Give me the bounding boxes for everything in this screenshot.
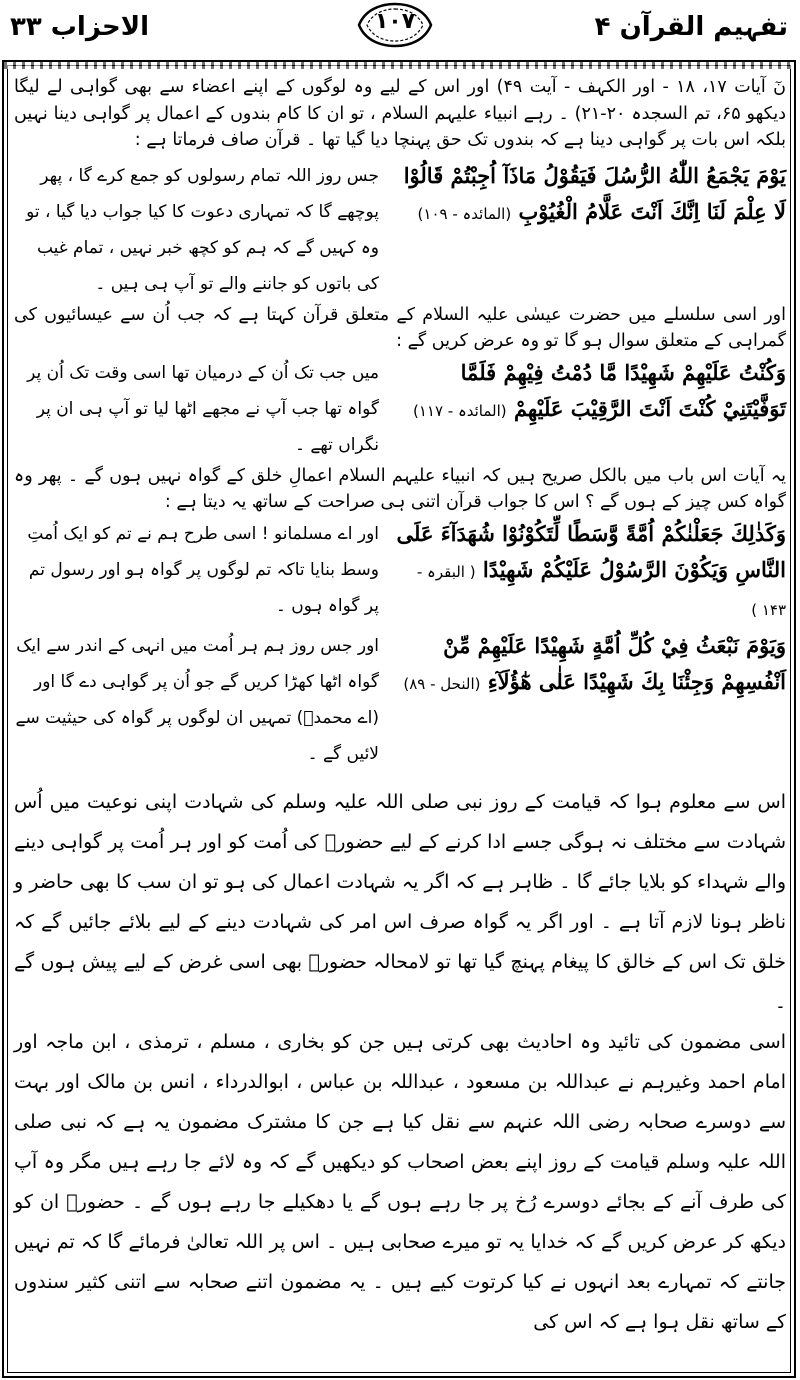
- verse-3-reference: ( البقرہ - ۱۴۳ ): [416, 562, 786, 619]
- surah-title: الاحزاب ۳۳: [10, 12, 150, 42]
- verse-3-translation: اور اے مسلمانو ! اسی طرح ہم نے تم کو ایک اُمتِ وسط بنایا تاکہ تم لوگوں پر گواہ ہو اور رسول تم پر گواہ ہوں ۔: [27, 523, 379, 616]
- verse-4-reference: (النحل - ۸۹): [403, 674, 481, 693]
- verse-4-arabic-text: وَيَوْمَ نَبْعَثُ فِيْ كُلِّ اُمَّةٍ شَهِيْدًا عَلَيْهِمْ مِّنْ اَنْفُسِهِمْ وَجِئْنَا بِكَ شَهِيْدًا عَلٰى هٰٓؤُلَآءِ: [443, 632, 786, 694]
- verse-2-arabic: [391, 355, 786, 463]
- verse-block-4: [14, 628, 786, 772]
- paragraph-5: اسی مضمون کی تائید وہ احادیث بھی کرتی ہیں جن کو بخاری ، مسلم ، ترمذی ، ابن ماجہ اور امام احمد وغیرہم نے عبداللہ بن مسعود ، عبداللہ بن عباس ، ابوالدرداء ، انس بن مالک اور بہت سے دوسرے صحابہ رضی اللہ عنہم سے نقل کیا ہے جن کا مشترک مضمون یہ ہے کہ نبی صلی اللہ علیہ وسلم قیامت کے روز اپنے بعض اصحاب کو دیکھیں گے کہ وہ لائے جا رہے ہیں مگر وہ آپ کی طرف آنے کے بجائے دوسرے رُخ پر جا رہے ہوں گے یا دھکیلے جا رہے ہوں گے ۔ حضورؐ ان کو دیکھ کر عرض کریں گے کہ خدایا یہ تو میرے صحابی ہیں ۔ اس پر اللہ تعالیٰ فرمائے گا کہ تم نہیں جانتے کہ تمہارے بعد انہوں نے کیا کرتوت کیے ہیں ۔ یہ مضمون اتنے صحابہ سے اتنی کثیر سندوں کے ساتھ نقل ہوا ہے کہ اس کی: [14, 1030, 786, 1333]
- verse-1-arabic: [391, 158, 786, 302]
- paragraph-2: اور اسی سلسلے میں حضرت عیسٰی علیہ السلام کے متعلق قرآن کہتا ہے کہ جب اُن سے عیسائیوں کی گمراہی کے متعلق سوال ہو گا تو وہ عرض کریں گے :: [14, 304, 786, 351]
- verse-block-1: [14, 158, 786, 302]
- page-header: [0, 0, 800, 58]
- paragraph-3: یہ آیات اس باب میں بالکل صریح ہیں کہ انبیاء علیہم السلام اعمالِ خلق کے گواہ نہیں ہوں گے ۔ پھر وہ گواہ کس چیز کے ہوں گے ؟ اس کا جواب قرآن اتنی ہی صراحت کے ساتھ یہ دیتا ہے :: [14, 465, 786, 512]
- verse-4-arabic: [391, 628, 786, 772]
- verse-1-translation: جس روز اللہ تمام رسولوں کو جمع کرے گا ، پھر پوچھے گا کہ تمہاری دعوت کا کیا جواب دیا گیا ، تو وہ کہیں گے کہ ہم کو کچھ خبر نہیں ، تمام غیب کی باتوں کو جاننے والے تو آپ ہی ہیں ۔: [26, 165, 379, 294]
- verse-4-translation: اور جس روز ہم ہر اُمت میں انہی کے اندر سے ایک گواہ اٹھا کھڑا کریں گے جو اُن پر گواہی دے گا اور (اے محمدؐ) تمہیں ان لوگوں پر گواہ کی حیثیت سے لائیں گے ۔: [15, 635, 379, 764]
- verse-block-3: [14, 516, 786, 628]
- paragraph-4: اس سے معلوم ہوا کہ قیامت کے روز نبی صلی اللہ علیہ وسلم کی شہادت اپنی نوعیت میں اُس شہادت سے مختلف نہ ہوگی جسے ادا کرنے کے لیے حضورؐ کی اُمت کو اور ہر اُمت پر گواہی دینے والے شہداء کو بلایا جائے گا ۔ ظاہر ہے کہ اگر یہ شہادت اعمال کی ہو تو ان سب کا بھی حاضر و ناظر ہونا لازم آتا ہے ۔ اور اگر یہ گواہ صرف اس امر کی شہادت دینے کے لیے بلائے جائیں گے کہ خلق تک اس کے خالق کا پیغام پہنچ گیا تھا تو لامحالہ حضورؐ بھی اسی غرض کے لیے پیش ہوں گے ۔: [14, 790, 786, 1013]
- paragraph-1: نٓ آیات ۱۷، ۱۸ - اور الکہف - آیت ۴۹) اور اس کے لیے وہ لوگوں کے اپنے اعضاء سے بھی گواہی لے لیگا دیکھو ۶۵، تم السجدہ ۲۰-۲۱) ۔ رہے انبیاء علیہم السلام ، تو ان کا کام بندوں کے اعمال پر گواہی دینا نہیں بلکہ اس بات پر گواہی دینا ہے کہ بندوں تک حق پہنچا دیا گیا تھا ۔ قرآن صاف فرماتا ہے :: [14, 77, 786, 150]
- verse-1-reference: (المائدہ - ۱۰۹): [417, 204, 512, 223]
- verse-1-arabic-text: يَوْمَ يَجْمَعُ اللّٰهُ الرُّسُلَ فَيَقُوْلُ مَاذَآ اُجِبْتُمْ قَالُوْا لَا عِلْمَ لَنَا اِنَّكَ اَنْتَ عَلَّامُ الْغُيُوْبِ: [403, 162, 786, 224]
- verse-3-arabic: [391, 516, 786, 628]
- verse-2-reference: (المائدہ - ۱۱۷): [412, 401, 507, 420]
- book-title: تفہیم القرآن ۴: [594, 12, 788, 42]
- page-number-badge: [355, 2, 435, 48]
- verse-3-arabic-text: وَكَذٰلِكَ جَعَلْنٰكُمْ اُمَّةً وَّسَطًا لِّتَكُوْنُوْا شُهَدَآءَ عَلَى النَّاسِ وَيَكُوْنَ الرَّسُوْلُ عَلَيْكُمْ شَهِيْدًا: [396, 520, 786, 582]
- page-body: [14, 74, 786, 1342]
- page-number: ۱۰۷: [374, 9, 416, 34]
- verse-2-arabic-text: وَكُنْتُ عَلَيْهِمْ شَهِيْدًا مَّا دُمْتُ فِيْهِمْ فَلَمَّا تَوَفَّيْتَنِيْ كُنْتَ اَنْتَ الرَّقِيْبَ عَلَيْهِمْ: [460, 359, 786, 421]
- verse-2-translation: میں جب تک اُن کے درمیان تھا اسی وقت تک اُن پر گواہ تھا جب آپ نے مجھے اٹھا لیا تو آپ ہی ان پر نگراں تھے ۔: [27, 362, 379, 455]
- verse-block-2: [14, 355, 786, 463]
